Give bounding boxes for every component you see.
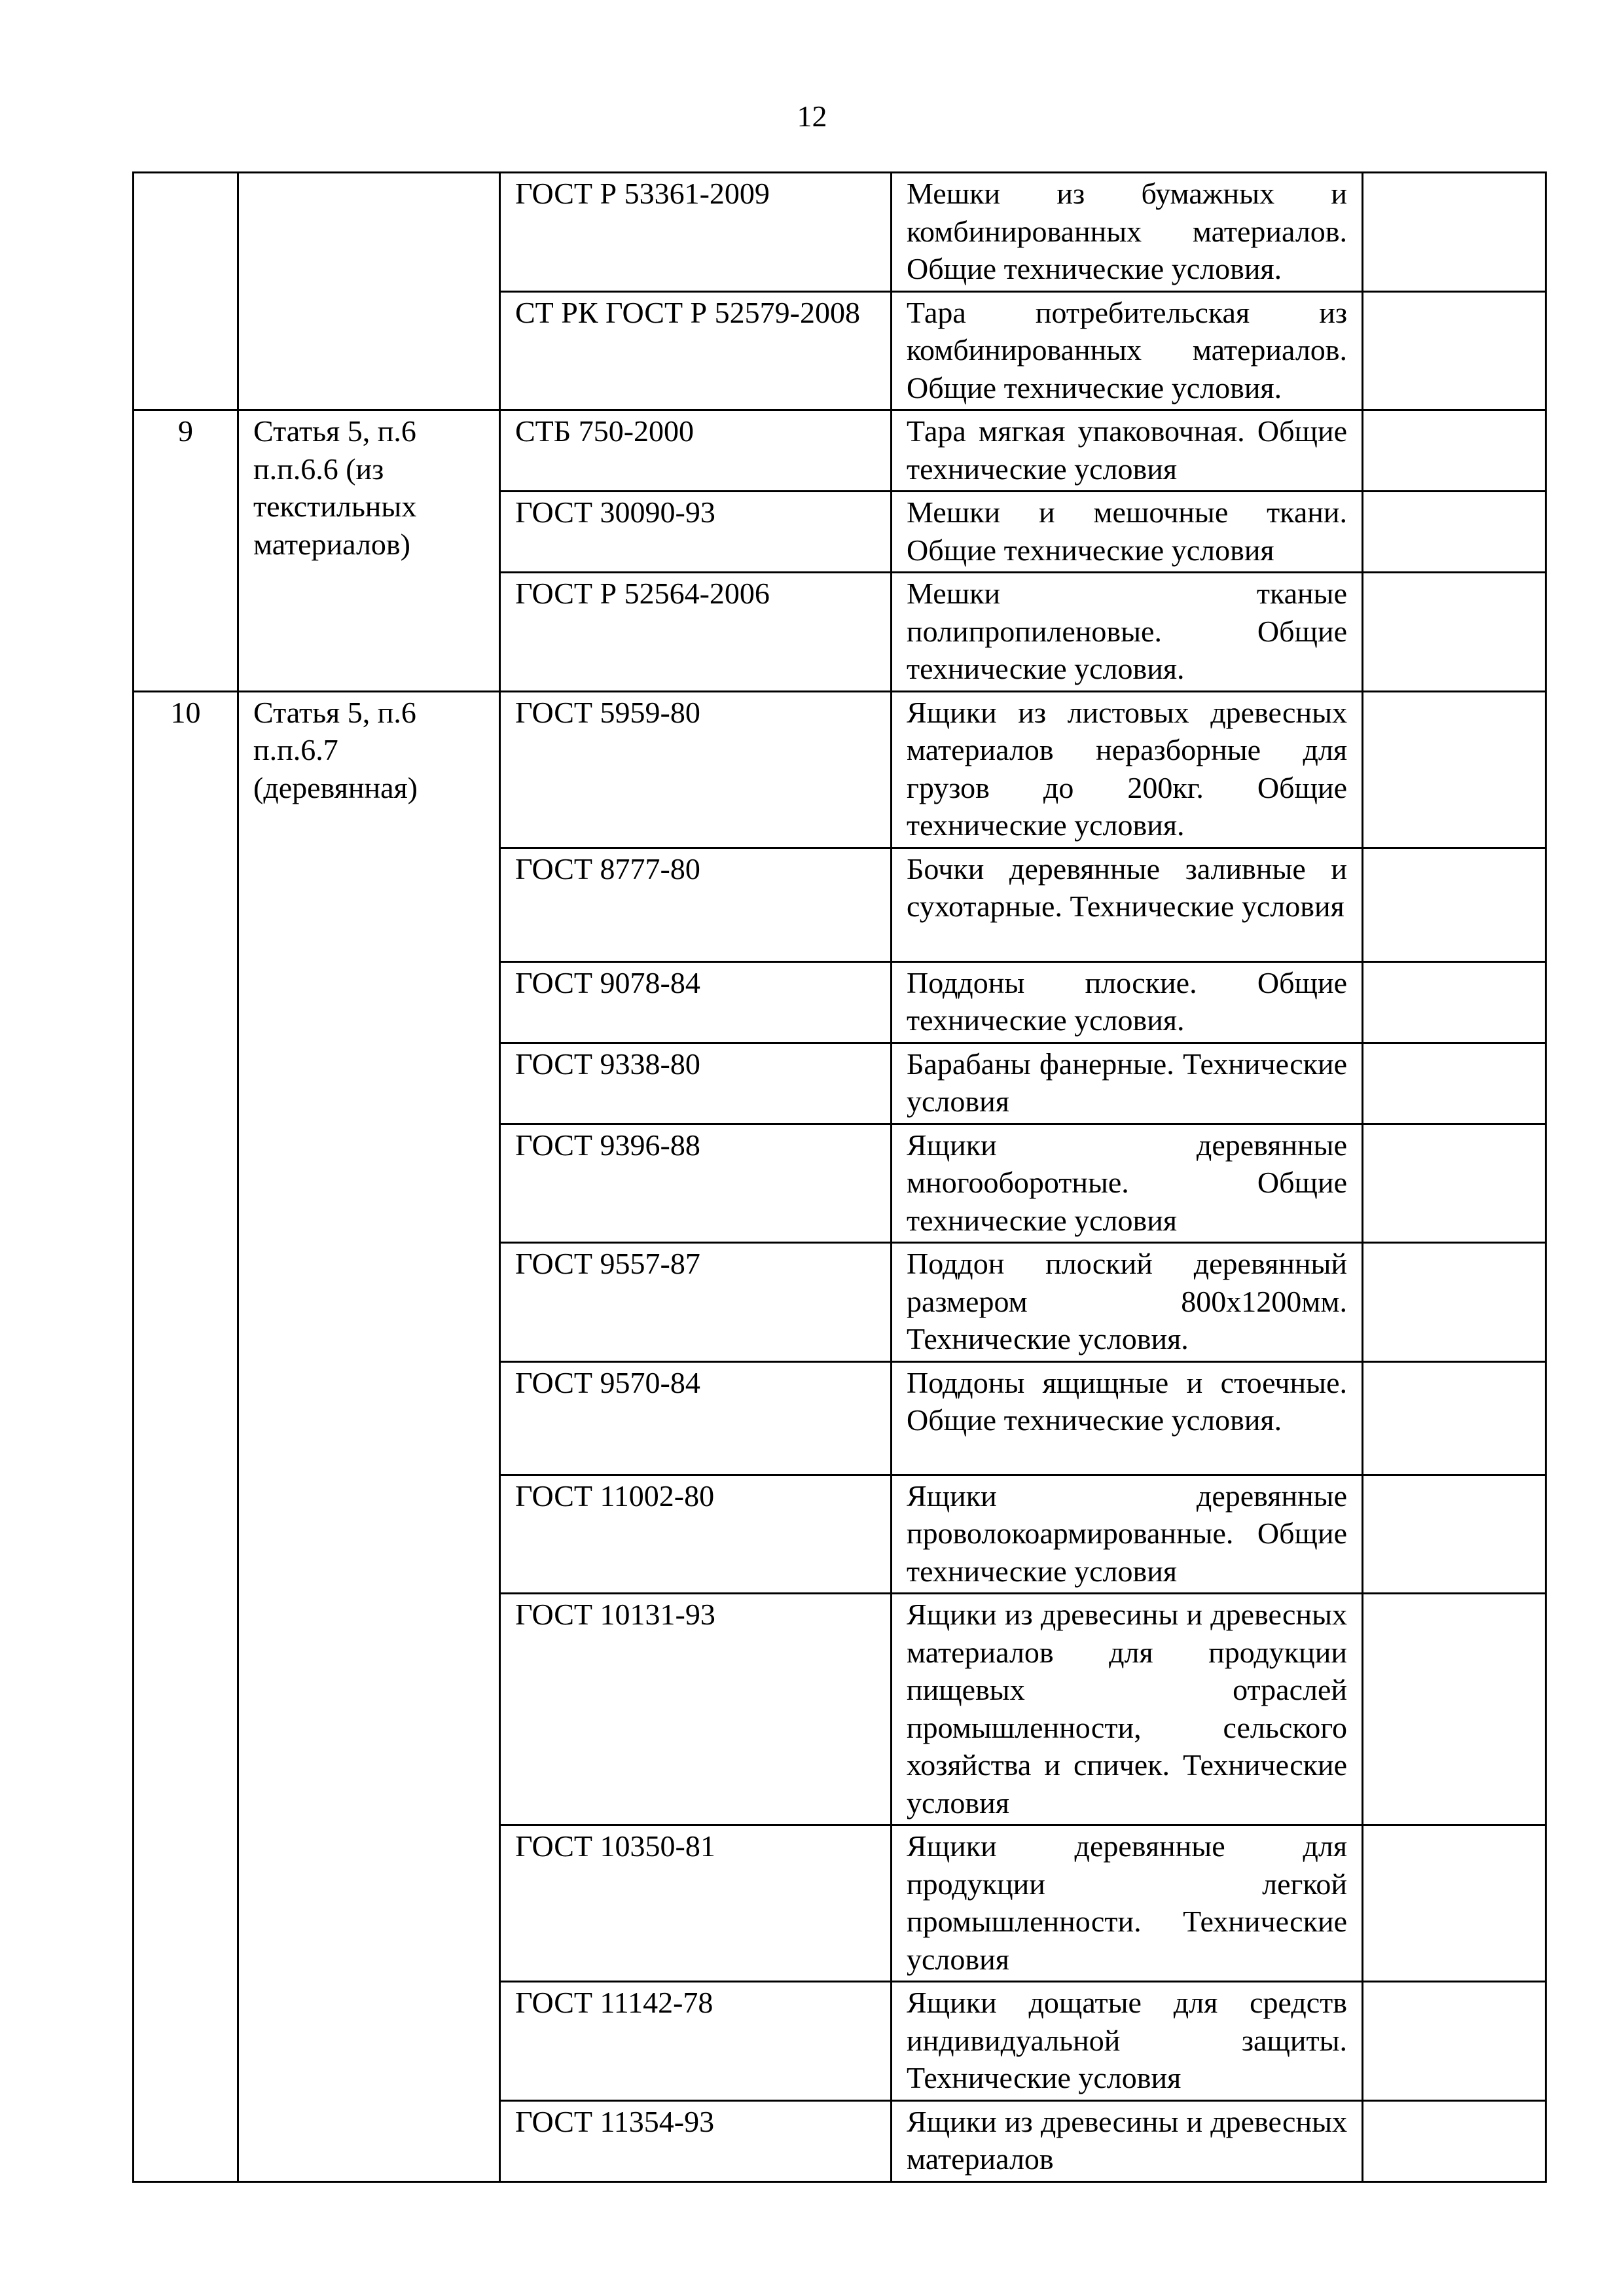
note-cell [1363, 291, 1546, 410]
standard-cell: ГОСТ 11142-78 [500, 1982, 892, 2101]
standards-table [132, 171, 1547, 2183]
note-cell [1363, 410, 1546, 492]
description-cell: Ящики из древесины и древесных материалов [892, 2100, 1363, 2181]
standard-cell: ГОСТ Р 52564-2006 [500, 573, 892, 692]
standard-cell: ГОСТ 10131-93 [500, 1594, 892, 1825]
description-cell: Поддоны ящищные и стоечные. Общие технические условия. [892, 1361, 1363, 1475]
note-cell [1363, 848, 1546, 961]
standard-cell: ГОСТ 9557-87 [500, 1243, 892, 1362]
description-cell: Поддон плоский деревянный размером 800х1200мм. Технические условия. [892, 1243, 1363, 1362]
standard-cell: ГОСТ Р 53361-2009 [500, 173, 892, 292]
row-number-cell [134, 173, 238, 410]
page-number: 12 [797, 99, 827, 133]
note-cell [1363, 1361, 1546, 1475]
note-cell [1363, 492, 1546, 573]
standard-cell: ГОСТ 30090-93 [500, 492, 892, 573]
article-cell: Статья 5, п.6 п.п.6.6 (из текстильных материалов) [238, 410, 500, 692]
standard-cell: ГОСТ 8777-80 [500, 848, 892, 961]
description-cell: Тара потребительская из комбинированных материалов. Общие технические условия. [892, 291, 1363, 410]
description-cell: Тара мягкая упаковочная. Общие технические условия [892, 410, 1363, 492]
standard-cell: ГОСТ 10350-81 [500, 1825, 892, 1982]
standard-cell: ГОСТ 11002-80 [500, 1475, 892, 1594]
description-cell: Мешки тканые полипропиленовые. Общие технические условия. [892, 573, 1363, 692]
note-cell [1363, 2100, 1546, 2181]
standard-cell: ГОСТ 9396-88 [500, 1124, 892, 1243]
article-cell [238, 173, 500, 410]
standard-cell: ГОСТ 5959-80 [500, 691, 892, 848]
note-cell [1363, 1825, 1546, 1982]
standard-cell: ГОСТ 9570-84 [500, 1361, 892, 1475]
note-cell [1363, 1475, 1546, 1594]
description-cell: Барабаны фанерные. Технические условия [892, 1043, 1363, 1124]
standard-cell: ГОСТ 11354-93 [500, 2100, 892, 2181]
description-cell: Ящики деревянные многооборотные. Общие технические условия [892, 1124, 1363, 1243]
standard-cell: ГОСТ 9338-80 [500, 1043, 892, 1124]
description-cell: Ящики деревянные для продукции легкой промышленности. Технические условия [892, 1825, 1363, 1982]
description-cell: Поддоны плоские. Общие технические условия. [892, 961, 1363, 1043]
table-row [134, 691, 1546, 848]
note-cell [1363, 1594, 1546, 1825]
description-cell: Мешки из бумажных и комбинированных материалов. Общие технические условия. [892, 173, 1363, 292]
table-row [134, 173, 1546, 292]
standard-cell: ГОСТ 9078-84 [500, 961, 892, 1043]
description-cell: Ящики из древесины и древесных материалов для продукции пищевых отраслей промышленности, сельского хозяйства и спичек. Технические условия [892, 1594, 1363, 1825]
note-cell [1363, 1124, 1546, 1243]
row-number-cell: 10 [134, 691, 238, 2181]
table-row [134, 410, 1546, 492]
note-cell [1363, 173, 1546, 292]
note-cell [1363, 1243, 1546, 1362]
note-cell [1363, 573, 1546, 692]
description-cell: Ящики из листовых древесных материалов неразборные для грузов до 200кг. Общие технические условия. [892, 691, 1363, 848]
description-cell: Ящики дощатые для средств индивидуальной защиты. Технические условия [892, 1982, 1363, 2101]
description-cell: Ящики деревянные проволокоармированные. Общие технические условия [892, 1475, 1363, 1594]
row-number-cell: 9 [134, 410, 238, 692]
note-cell [1363, 1043, 1546, 1124]
note-cell [1363, 961, 1546, 1043]
note-cell [1363, 1982, 1546, 2101]
article-cell: Статья 5, п.6 п.п.6.7 (деревянная) [238, 691, 500, 2181]
note-cell [1363, 691, 1546, 848]
standard-cell: СТ РК ГОСТ Р 52579-2008 [500, 291, 892, 410]
standard-cell: СТБ 750-2000 [500, 410, 892, 492]
description-cell: Бочки деревянные заливные и сухотарные. Технические условия [892, 848, 1363, 961]
description-cell: Мешки и мешочные ткани. Общие технические условия [892, 492, 1363, 573]
